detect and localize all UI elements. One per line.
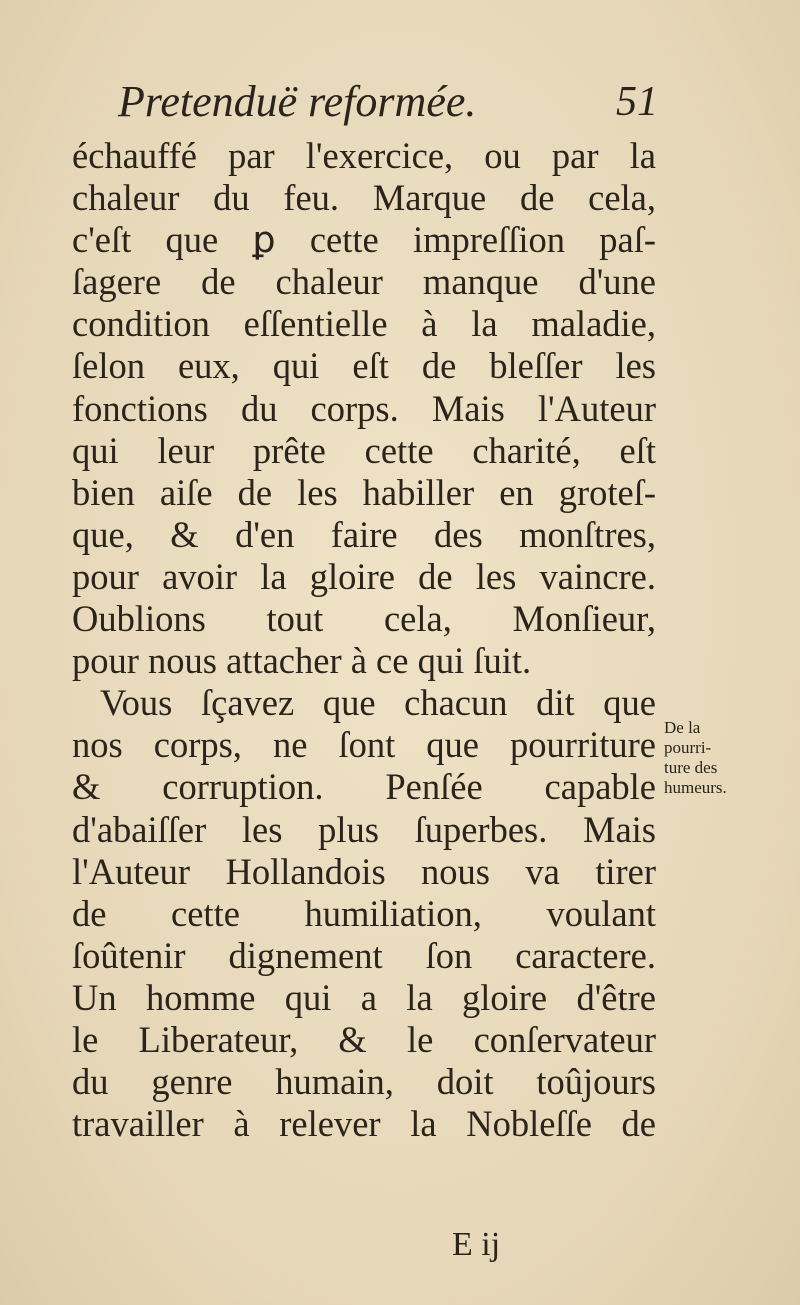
running-header (118, 72, 658, 132)
text-line: Vous ſçavez que chacun dit que (100, 682, 656, 724)
text-line: qui leur prête cette charité, eſt (72, 429, 656, 471)
text-line: ſagere de chaleur manque d'une (72, 261, 656, 303)
text-line: condition eſſentielle à la maladie, (72, 303, 656, 345)
page-number: 51 (616, 79, 658, 125)
text-line: du genre humain, doit toûjours (72, 1061, 656, 1103)
text-line: pour avoir la gloire de les vaincre. (72, 555, 656, 597)
text-line: fonctions du corps. Mais l'Auteur (72, 387, 656, 429)
text-line: ſoûtenir dignement ſon caractere. (72, 934, 656, 976)
text-line: le Liberateur, & le conſervateur (72, 1018, 656, 1060)
text-line: chaleur du feu. Marque de cela, (72, 177, 656, 219)
text-line: de cette humiliation, voulant (72, 892, 656, 934)
margin-note-line: De la (664, 718, 701, 737)
text-line: l'Auteur Hollandois nous va tirer (72, 850, 656, 892)
text-line: d'abaiſſer les plus ſuperbes. Mais (72, 808, 656, 850)
body-text (72, 135, 656, 1145)
text-line: échauffé par l'exercice, ou par la (72, 135, 656, 176)
running-title: Pretenduë reformée. (118, 77, 477, 126)
text-line: Oublions tout cela, Monſieur, (72, 598, 656, 640)
text-line: bien aiſe de les habiller en groteſ- (72, 471, 656, 513)
margin-note (664, 718, 794, 798)
text-line: que, & d'en faire des monſtres, (72, 513, 656, 555)
text-line: pour nous attacher à ce qui ſuit. (72, 640, 532, 682)
text-line: Un homme qui a la gloire d'être (72, 976, 656, 1018)
margin-note-line: pourri- (664, 738, 712, 757)
signature-mark: E ij (452, 1226, 501, 1263)
text-line: ſelon eux, qui eſt de bleſſer les (72, 345, 656, 387)
text-line: & corruption. Penſée capable (72, 766, 656, 808)
margin-note-line: ture des (664, 758, 718, 777)
text-line: travailler à relever la Nobleſſe de (72, 1103, 656, 1145)
margin-note-line: humeurs. (664, 778, 727, 797)
text-line: c'eſt que ꝑ cette impreſſion paſ- (72, 219, 656, 261)
text-line: nos corps, ne ſont que pourriture (72, 724, 656, 766)
